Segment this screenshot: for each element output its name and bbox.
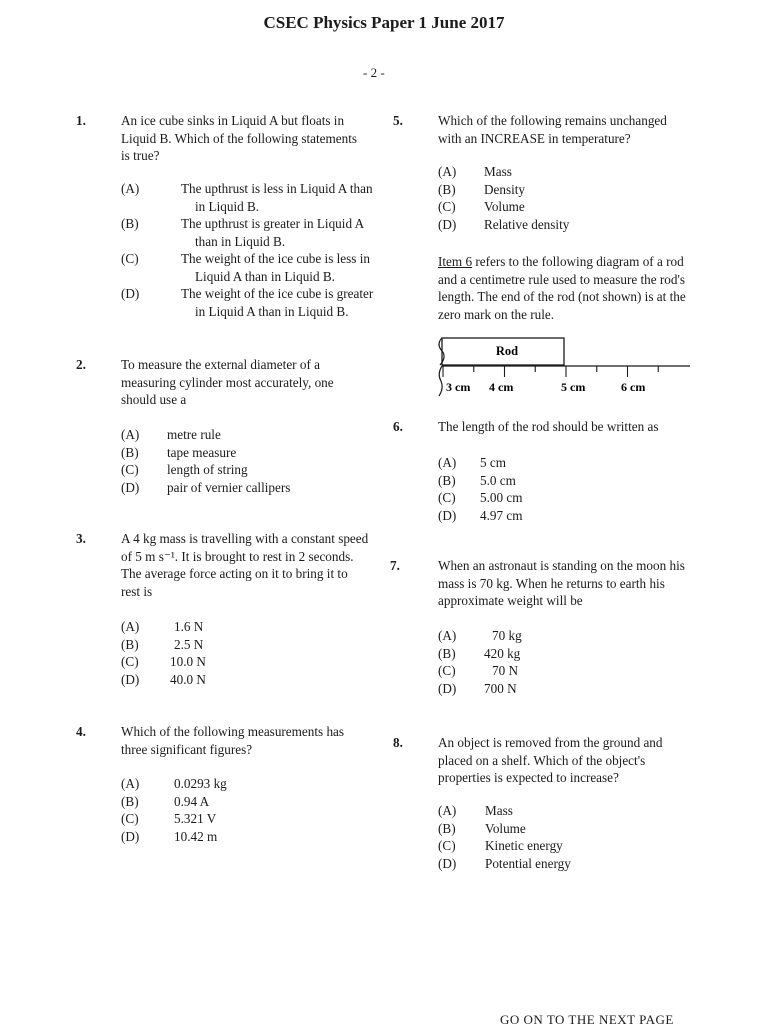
option-label: (A) <box>438 455 457 470</box>
option-text: 70 kg <box>492 628 522 643</box>
option-c[interactable] <box>438 198 688 216</box>
option-label: (D) <box>438 216 457 232</box>
option-label: (D) <box>121 828 140 844</box>
option-text: 420 kg <box>484 645 521 661</box>
option-list <box>121 618 371 688</box>
question-stem: To measure the external diameter of a measuring cylinder most accurately, one should use a <box>121 357 334 407</box>
option-text: 5.0 cm <box>480 472 516 488</box>
option-label: (C) <box>121 462 139 477</box>
scale-label: 4 cm <box>489 380 514 394</box>
question-number: 2. <box>76 357 86 372</box>
option-b[interactable] <box>438 472 688 490</box>
option-label: (B) <box>121 793 139 809</box>
question-number: 6. <box>393 419 403 434</box>
option-label: (C) <box>121 654 139 669</box>
option-b[interactable] <box>121 636 371 654</box>
question-stem: An ice cube sinks in Liquid A but floats in Liquid B. Which of the following statements is true? <box>121 113 357 163</box>
scale-label: 6 cm <box>621 380 646 394</box>
question-number: 1. <box>76 113 86 128</box>
option-label: (A) <box>438 803 457 818</box>
option-d[interactable] <box>121 671 371 689</box>
rod-rule-diagram <box>432 332 702 404</box>
option-text: 0.0293 kg <box>174 776 227 791</box>
option-text: 4.97 cm <box>480 507 523 523</box>
option-label: (B) <box>121 636 139 652</box>
rod-label: Rod <box>495 344 519 358</box>
option-c[interactable] <box>438 489 688 507</box>
option-b[interactable] <box>438 645 688 663</box>
question-number: 7. <box>390 558 400 573</box>
option-a[interactable] <box>438 802 688 820</box>
question-number: 5. <box>393 113 403 128</box>
page-number: - 2 - <box>363 65 385 80</box>
option-d[interactable] <box>438 216 688 234</box>
option-label: (B) <box>438 181 456 197</box>
option-c[interactable] <box>121 461 371 479</box>
option-label: (C) <box>438 490 456 505</box>
option-label: (D) <box>121 479 140 495</box>
option-a[interactable] <box>121 618 371 636</box>
option-label: (B) <box>438 645 456 661</box>
question-stem: Which of the following measurements has three significant figures? <box>121 724 345 757</box>
option-c[interactable] <box>121 810 371 828</box>
question-stem: An object is removed from the ground and placed on a shelf. Which of the object's properties is expected to increase? <box>438 735 663 785</box>
option-label: (B) <box>438 820 456 836</box>
item-reference: Item 6 <box>438 254 473 269</box>
option-c[interactable] <box>438 662 688 680</box>
option-text: Potential energy <box>485 855 571 871</box>
option-text: length of string <box>167 462 248 477</box>
scale-label: 3 cm <box>446 380 471 394</box>
option-label: (B) <box>438 472 456 488</box>
option-a[interactable] <box>438 627 688 645</box>
option-list <box>438 802 688 872</box>
option-a[interactable] <box>121 426 371 444</box>
option-list <box>121 426 371 496</box>
option-text: Mass <box>484 164 512 179</box>
option-text: 5.00 cm <box>480 490 523 505</box>
option-text: Volume <box>485 820 526 836</box>
option-label: (A) <box>121 427 140 442</box>
option-text: 1.6 N <box>174 619 204 634</box>
option-d[interactable] <box>438 855 688 873</box>
option-text: 2.5 N <box>174 636 204 652</box>
option-list <box>121 180 374 320</box>
option-c[interactable] <box>121 653 371 671</box>
option-c[interactable] <box>438 837 688 855</box>
question-stem: When an astronaut is standing on the moon his mass is 70 kg. When he returns to earth his approximate weight will be <box>438 558 685 608</box>
option-b[interactable] <box>438 181 688 199</box>
option-text: 40.0 N <box>170 671 206 687</box>
option-list <box>438 454 688 524</box>
option-text: 10.0 N <box>170 654 206 669</box>
option-label: (B) <box>121 444 139 460</box>
option-a[interactable] <box>438 454 688 472</box>
option-b[interactable] <box>438 820 688 838</box>
option-text: Mass <box>485 803 513 818</box>
option-b[interactable] <box>121 444 371 462</box>
option-d[interactable] <box>121 285 374 320</box>
option-text: 5 cm <box>480 455 507 470</box>
option-text: 0.94 A <box>174 793 210 809</box>
option-label: (A) <box>121 776 140 791</box>
option-b[interactable] <box>121 793 371 811</box>
rule-ticks <box>443 366 658 377</box>
option-text: tape measure <box>167 444 237 460</box>
option-label: (D) <box>438 680 457 696</box>
scale-label: 5 cm <box>561 380 586 394</box>
option-a[interactable] <box>438 163 688 181</box>
option-d[interactable] <box>438 680 688 698</box>
option-b[interactable] <box>121 215 371 250</box>
option-label: (B) <box>121 216 139 231</box>
option-d[interactable] <box>121 828 371 846</box>
paper-title: CSEC Physics Paper 1 June 2017 <box>263 13 505 32</box>
option-list <box>438 163 688 233</box>
question-stem: The length of the rod should be written as <box>438 419 659 434</box>
option-a[interactable] <box>121 775 371 793</box>
option-text: The upthrust is less in Liquid A than in Liquid B. <box>181 181 373 214</box>
option-text: Kinetic energy <box>485 838 563 853</box>
option-text: 700 N <box>484 680 517 696</box>
rule-break-mark <box>439 366 442 396</box>
option-c[interactable] <box>121 250 371 285</box>
item-intro-text: refers to the following diagram of a rod and a centimetre rule used to measure the rod's length. The end of the rod (not shown) is at the zero mark on the rule. <box>438 254 686 322</box>
option-label: (D) <box>438 855 457 871</box>
option-text: 10.42 m <box>174 828 218 844</box>
item-6-intro <box>438 253 686 323</box>
option-text: The weight of the ice cube is less in Liquid A than in Liquid B. <box>181 251 370 284</box>
question-stem: A 4 kg mass is travelling with a constant speed of 5 m s⁻¹. It is brought to rest in 2 seconds. The average force acting on it to bring it to rest is <box>121 531 369 599</box>
option-label: (C) <box>438 838 456 853</box>
question-number: 8. <box>393 735 403 750</box>
option-label: (A) <box>438 164 457 179</box>
option-text: Volume <box>484 199 525 214</box>
footer-next-page: GO ON TO THE NEXT PAGE <box>500 1012 674 1027</box>
option-text: The upthrust is greater in Liquid A than in Liquid B. <box>181 216 364 249</box>
question-stem: Which of the following remains unchanged with an INCREASE in temperature? <box>438 113 667 146</box>
option-text: 5.321 V <box>174 811 217 826</box>
option-label: (D) <box>121 286 140 301</box>
option-label: (D) <box>438 507 457 523</box>
option-a[interactable] <box>121 180 371 215</box>
option-label: (C) <box>438 199 456 214</box>
option-text: 70 N <box>492 663 519 678</box>
option-text: Density <box>484 181 526 197</box>
option-text: metre rule <box>167 427 221 442</box>
option-label: (C) <box>121 251 139 266</box>
question-number: 3. <box>76 531 86 546</box>
option-label: (C) <box>438 663 456 678</box>
option-text: Relative density <box>484 216 570 232</box>
option-list <box>121 775 371 845</box>
option-list <box>438 627 688 697</box>
option-label: (D) <box>121 671 140 687</box>
option-label: (A) <box>121 619 140 634</box>
option-d[interactable] <box>121 479 371 497</box>
option-d[interactable] <box>438 507 688 525</box>
option-label: (A) <box>121 181 140 196</box>
option-text: The weight of the ice cube is greater in Liquid A than in Liquid B. <box>181 286 374 319</box>
question-number: 4. <box>76 724 86 739</box>
option-label: (A) <box>438 628 457 643</box>
option-label: (C) <box>121 811 139 826</box>
option-text: pair of vernier callipers <box>167 479 291 495</box>
